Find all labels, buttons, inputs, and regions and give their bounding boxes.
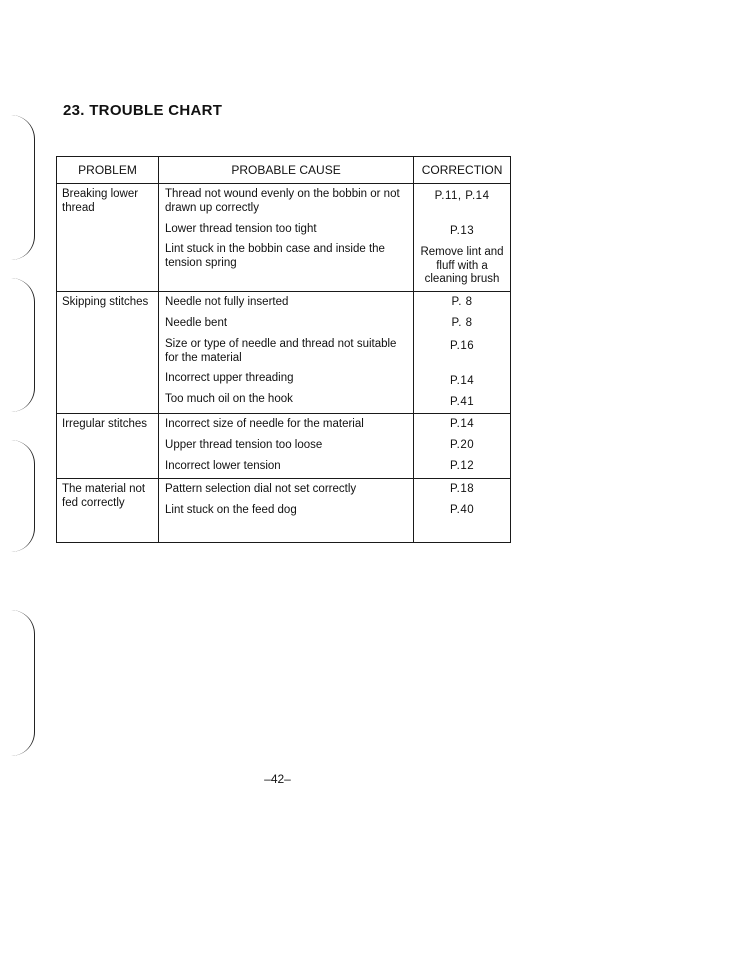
correction-text: P.18 <box>449 482 475 495</box>
correction-text: P.13 <box>449 225 475 237</box>
cause-cell <box>159 478 414 542</box>
correction-text: Remove lint and fluff with a cleaning brush <box>420 245 504 286</box>
cause-text: Pattern selection dial not set correctly <box>165 482 357 495</box>
binding-mark <box>4 440 35 552</box>
correction-text: P.12 <box>449 459 475 472</box>
cause-text: Upper thread tension too loose <box>165 439 323 452</box>
trouble-chart-table <box>56 156 511 543</box>
cause-text: Thread not wound evenly on the bobbin or not drawn up correctly <box>165 188 400 214</box>
page-number: –42– <box>264 772 291 786</box>
problem-text: Irregular stitches <box>62 418 148 431</box>
spacer <box>165 524 407 538</box>
correction-text: P.20 <box>449 439 475 452</box>
correction-text: P. 8 <box>451 296 473 309</box>
cause-cell <box>159 414 414 478</box>
header-correction: CORRECTION <box>414 157 511 184</box>
cause-text: Needle bent <box>165 316 228 329</box>
cause-text: Lower thread tension too tight <box>165 222 317 235</box>
cause-cell <box>159 292 414 414</box>
binding-mark <box>4 115 35 260</box>
correction-text: P. 8 <box>451 316 473 329</box>
cause-text: Lint stuck in the bobbin case and inside the tension spring <box>165 243 385 270</box>
problem-cell <box>57 184 159 292</box>
cause-text: Incorrect size of needle for the material <box>165 418 364 431</box>
cause-text: Too much oil on the hook <box>165 393 293 406</box>
problem-text: The material not fed correctly <box>62 482 146 509</box>
problem-cell <box>57 414 159 478</box>
correction-text: P.16 <box>449 339 475 352</box>
cause-text: Incorrect upper threading <box>165 372 294 385</box>
correction-cell <box>414 292 511 414</box>
cause-cell <box>159 184 414 292</box>
table-row <box>57 184 511 292</box>
correction-cell <box>414 478 511 542</box>
binding-mark <box>4 278 35 412</box>
header-probable-cause: PROBABLE CAUSE <box>159 157 414 184</box>
problem-text: Skipping stitches <box>62 296 149 309</box>
cause-text: Incorrect lower tension <box>165 459 281 472</box>
table-row <box>57 478 511 542</box>
cause-text: Size or type of needle and thread not suitable for the material <box>165 337 397 364</box>
correction-text: P.40 <box>449 503 475 516</box>
problem-text: Breaking lower thread <box>62 188 139 214</box>
correction-text: P.14 <box>449 418 475 431</box>
correction-cell <box>414 184 511 292</box>
correction-text: P.14 <box>449 374 475 387</box>
binding-mark <box>4 610 35 756</box>
problem-cell <box>57 292 159 414</box>
header-problem: PROBLEM <box>57 157 159 184</box>
table-row <box>57 292 511 414</box>
cause-text: Lint stuck on the feed dog <box>165 503 297 516</box>
problem-cell <box>57 478 159 542</box>
correction-text: P.11, P.14 <box>434 190 490 202</box>
table-header-row <box>57 157 511 184</box>
table-row <box>57 414 511 478</box>
cause-text: Needle not fully inserted <box>165 296 289 309</box>
section-title: 23. TROUBLE CHART <box>63 102 223 119</box>
correction-cell <box>414 414 511 478</box>
correction-text: P.41 <box>449 395 475 408</box>
